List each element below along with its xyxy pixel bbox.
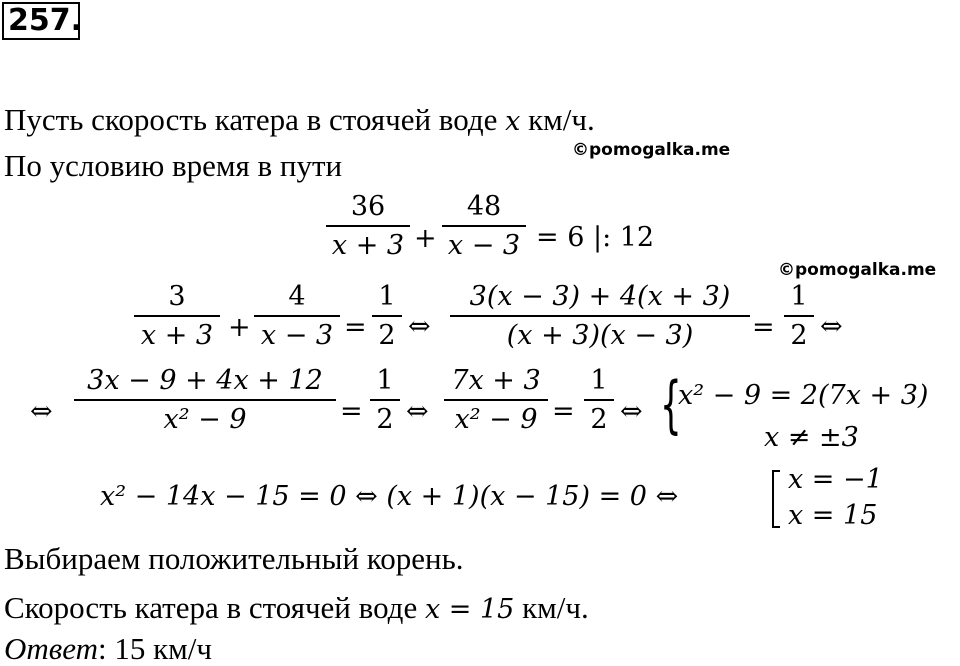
- numerator: 3: [168, 281, 186, 312]
- fraction-bar: [326, 225, 410, 227]
- numerator: 7x + 3: [451, 365, 541, 396]
- problem-number: 257.: [2, 2, 80, 40]
- fraction-bar: [254, 315, 340, 317]
- numerator: 1: [376, 365, 394, 396]
- denominator: 2: [376, 404, 394, 435]
- equation-rhs: = 6 |: 12: [536, 222, 655, 253]
- fraction-combined: [450, 282, 750, 351]
- answer-line: [4, 633, 212, 664]
- fraction-bar: [372, 315, 402, 317]
- equals-sign: =: [552, 396, 575, 427]
- fraction-one-half: [584, 366, 614, 435]
- numerator: 48: [466, 191, 502, 222]
- denominator: 2: [590, 404, 608, 435]
- fraction-4: [254, 282, 340, 351]
- numerator: 36: [350, 191, 386, 222]
- variable-x: x: [505, 106, 521, 137]
- system-brace: {: [660, 368, 682, 441]
- denominator: x − 3: [260, 320, 334, 351]
- roots-bracket: [772, 470, 780, 528]
- fraction-48: [442, 192, 526, 261]
- result-text-b: км/ч.: [514, 590, 589, 625]
- fraction-bar: [784, 315, 814, 317]
- fraction-simplified: [444, 366, 548, 435]
- fraction-bar: [450, 315, 750, 317]
- denominator: 2: [790, 320, 808, 351]
- denominator: x² − 9: [454, 404, 538, 435]
- numerator: 4: [288, 281, 306, 312]
- fraction-one-half: [784, 282, 814, 351]
- denominator: 2: [378, 320, 396, 351]
- result-text-a: Скорость катера в стоячей воде: [4, 590, 425, 625]
- fraction-bar: [584, 399, 614, 401]
- denominator: x² − 9: [163, 404, 247, 435]
- denominator: x − 3: [447, 230, 521, 261]
- denominator: x + 3: [331, 230, 405, 261]
- condition-line: По условию время в пути: [4, 148, 343, 183]
- system-equation: x² − 9 = 2(7x + 3): [678, 380, 929, 411]
- watermark: ©pomogalka.me: [572, 140, 731, 160]
- result-math: x = 15: [424, 594, 515, 625]
- numerator: 1: [790, 281, 808, 312]
- fraction-bar: [74, 399, 336, 401]
- plus-sign: +: [228, 312, 251, 343]
- system-restriction: x ≠ ±3: [764, 422, 859, 453]
- answer-label: Ответ: [4, 631, 98, 666]
- iff-arrow: ⇔: [30, 396, 53, 427]
- equals-sign: =: [344, 312, 367, 343]
- fraction-expanded: [74, 366, 336, 435]
- fraction-one-half: [372, 282, 402, 351]
- choose-root-line: Выбираем положительный корень.: [4, 541, 464, 576]
- iff-arrow: ⇔: [620, 396, 643, 427]
- numerator: 3(x − 3) + 4(x + 3): [469, 281, 731, 312]
- quadratic-equation: x² − 14x − 15 = 0 ⇔ (x + 1)(x − 15) = 0 ⇔: [100, 481, 679, 512]
- root-one: x = −1: [788, 464, 883, 495]
- fraction-3: [134, 282, 220, 351]
- iff-arrow: ⇔: [408, 311, 431, 342]
- fraction-bar: [444, 399, 548, 401]
- numerator: 1: [590, 365, 608, 396]
- equals-sign: =: [340, 396, 363, 427]
- root-two: x = 15: [788, 500, 878, 531]
- fraction-one-half: [370, 366, 400, 435]
- intro-text-a: Пусть скорость катера в стоячей воде: [4, 102, 506, 137]
- plus-sign: +: [414, 223, 437, 254]
- iff-arrow: ⇔: [406, 396, 429, 427]
- fraction-36: [326, 192, 410, 261]
- intro-line: [4, 104, 595, 135]
- fraction-bar: [442, 225, 526, 227]
- watermark: ©pomogalka.me: [778, 260, 937, 280]
- iff-arrow: ⇔: [820, 311, 843, 342]
- numerator: 1: [378, 281, 396, 312]
- numerator: 3x − 9 + 4x + 12: [87, 365, 323, 396]
- answer-value: : 15 км/ч: [97, 631, 212, 666]
- denominator: (x + 3)(x − 3): [506, 320, 694, 351]
- equals-sign: =: [752, 312, 775, 343]
- intro-text-b: км/ч.: [520, 102, 595, 137]
- fraction-bar: [134, 315, 220, 317]
- fraction-bar: [370, 399, 400, 401]
- denominator: x + 3: [140, 320, 214, 351]
- result-line: [4, 592, 589, 623]
